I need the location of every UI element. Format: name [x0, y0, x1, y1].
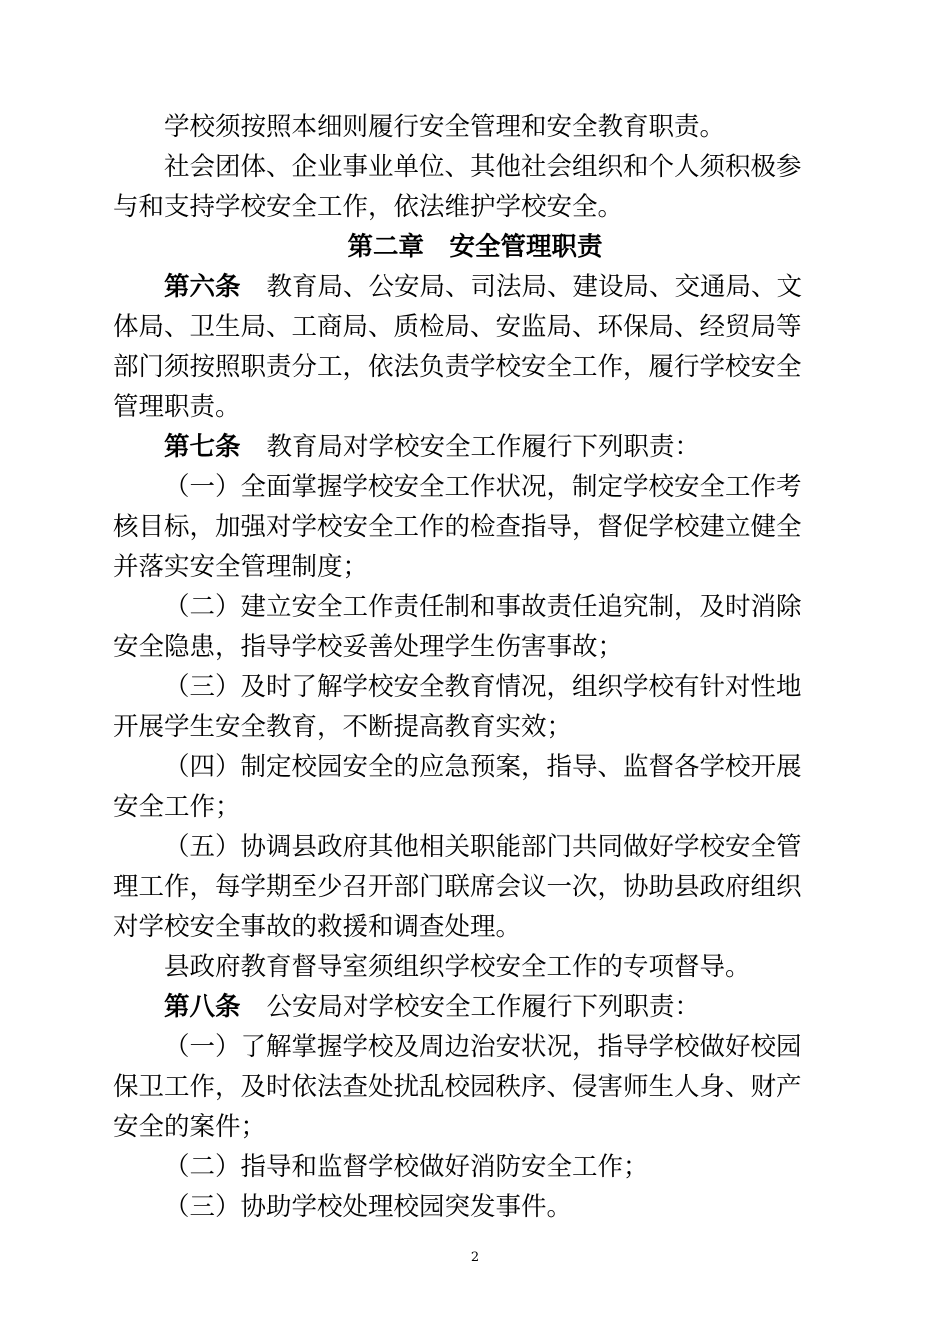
paragraph-line: 安全工作；	[113, 792, 241, 822]
paragraph-line: 并落实安全管理制度；	[113, 552, 369, 582]
paragraph-line: 学校须按照本细则履行安全管理和安全教育职责。	[164, 112, 726, 142]
paragraph-line: （二）建立安全工作责任制和事故责任追究制，及时消除	[164, 592, 802, 622]
paragraph-line: （一）全面掌握学校安全工作状况，制定学校安全工作考	[164, 472, 802, 502]
paragraph-line: 理工作，每学期至少召开部门联席会议一次，协助县政府组织	[113, 872, 802, 902]
paragraph-line: （一）了解掌握学校及周边治安状况，指导学校做好校园	[164, 1032, 802, 1062]
paragraph-line: 对学校安全事故的救援和调查处理。	[113, 912, 522, 942]
paragraph-line: 县政府教育督导室须组织学校安全工作的专项督导。	[164, 952, 751, 982]
paragraph-line: （二）指导和监督学校做好消防安全工作；	[164, 1152, 649, 1182]
paragraph-line: （三）协助学校处理校园突发事件。	[164, 1192, 573, 1222]
article-text: 教育局、公安局、司法局、建设局、交通局、文	[266, 272, 803, 302]
paragraph-line: （四）制定校园安全的应急预案，指导、监督各学校开展	[164, 752, 802, 782]
paragraph-line: 安全隐患，指导学校妥善处理学生伤害事故；	[113, 632, 624, 662]
article-line	[164, 267, 803, 307]
paragraph-line: 开展学生安全教育，不断提高教育实效；	[113, 712, 573, 742]
paragraph-line: 部门须按照职责分工，依法负责学校安全工作，履行学校安全	[113, 352, 802, 382]
chapter-heading: 第二章 安全管理职责	[347, 232, 603, 262]
paragraph-line: 社会团体、企业事业单位、其他社会组织和个人须积极参	[164, 152, 802, 182]
article-line	[164, 987, 793, 1027]
page-number: 2	[470, 1250, 480, 1265]
paragraph-line: （五）协调县政府其他相关职能部门共同做好学校安全管	[164, 832, 802, 862]
article-number: 第七条	[164, 432, 241, 462]
paragraph-line: （三）及时了解学校安全教育情况，组织学校有针对性地	[164, 672, 802, 702]
article-line	[164, 427, 793, 467]
paragraph-line: 保卫工作，及时依法查处扰乱校园秩序、侵害师生人身、财产	[113, 1072, 802, 1102]
article-number: 第六条	[164, 272, 241, 302]
article-text: 教育局对学校安全工作履行下列职责：	[266, 432, 701, 462]
paragraph-line: 核目标，加强对学校安全工作的检查指导，督促学校建立健全	[113, 512, 802, 542]
paragraph-line: 体局、卫生局、工商局、质检局、安监局、环保局、经贸局等	[113, 312, 802, 342]
paragraph-line: 管理职责。	[113, 392, 241, 422]
article-text: 公安局对学校安全工作履行下列职责：	[266, 992, 701, 1022]
article-number: 第八条	[164, 992, 241, 1022]
paragraph-line: 与和支持学校安全工作，依法维护学校安全。	[113, 192, 624, 222]
paragraph-line: 安全的案件；	[113, 1112, 267, 1142]
